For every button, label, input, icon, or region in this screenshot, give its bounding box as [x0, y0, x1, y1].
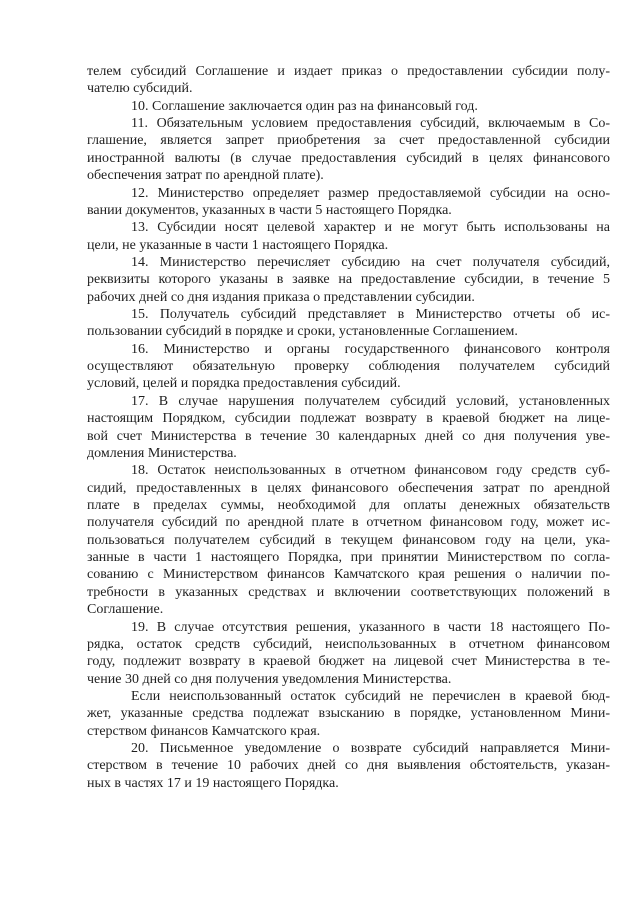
- paragraph-15: [87, 306, 610, 341]
- paragraph-12: [87, 185, 610, 220]
- text-line: 17. В случае нарушения получателем субсидий условий, установленных: [131, 393, 610, 409]
- text-line: 19. В случае отсутствия решения, указанного в части 18 настоящего По-: [131, 619, 610, 635]
- paragraph-19-continued: [87, 688, 610, 740]
- text-line: пользовании субсидий в порядке и сроки, установленные Соглашением.: [87, 324, 518, 340]
- text-line: глашение, является запрет приобретения за счет предоставленной субсидии: [87, 133, 610, 149]
- text-line: 14. Министерство перечисляет субсидию на счет получателя субсидий,: [131, 254, 610, 270]
- text-line: телем субсидий Соглашение и издает приказ о предоставлении субсидии полу-: [87, 64, 610, 79]
- text-line: вании документов, указанных в части 5 настоящего Порядка.: [87, 202, 452, 218]
- paragraph-16: [87, 341, 610, 393]
- text-line: 20. Письменное уведомление о возврате субсидий направляется Мини-: [131, 741, 610, 757]
- paragraph-20: [87, 740, 610, 792]
- document-page: [87, 63, 610, 792]
- text-line: занные в части 1 настоящего Порядка, при принятии Министерством по согла-: [87, 550, 610, 566]
- paragraph-11: [87, 115, 610, 184]
- text-line: году, подлежит возврату в краевой бюджет на лицевой счет Министерства в те-: [87, 654, 610, 670]
- text-line: получателя субсидий по арендной плате в отчетном финансовом году, может ис-: [87, 515, 610, 531]
- text-line: 15. Получатель субсидий представляет в Министерство отчеты об ис-: [131, 307, 610, 323]
- text-line: реквизиты которого указаны в заявке на предоставление субсидии, в течение 5: [87, 272, 610, 288]
- text-line: Если неиспользованный остаток субсидий не перечислен в краевой бюд-: [131, 688, 610, 704]
- paragraph-19: [87, 619, 610, 688]
- paragraph-10: [87, 98, 610, 115]
- text-line: стерством финансов Камчатского края.: [87, 723, 321, 739]
- text-line: 18. Остаток неиспользованных в отчетном финансовом году средств суб-: [131, 463, 610, 479]
- text-line: чение 30 дней со дня получения уведомления Министерства.: [87, 671, 452, 687]
- text-line: 16. Министерство и органы государственного финансового контроля: [131, 341, 610, 357]
- text-line: 12. Министерство определяет размер предоставляемой субсидии на осно-: [131, 185, 610, 201]
- paragraph-13: [87, 219, 610, 254]
- text-line: сованию с Министерством финансов Камчатского края решения о наличии по-: [87, 567, 610, 583]
- text-line: домления Министерства.: [87, 445, 237, 461]
- text-line: рабочих дней со дня издания приказа о представлении субсидии.: [87, 289, 475, 305]
- text-line: цели, не указанные в части 1 настоящего Порядка.: [87, 237, 389, 253]
- text-line: 13. Субсидии носят целевой характер и не могут быть использованы на: [131, 220, 610, 236]
- text-line: обеспечения затрат по арендной плате).: [87, 168, 324, 184]
- text-line: вой счет Министерства в течение 30 календарных дней со дня получения уве-: [87, 428, 610, 444]
- text-line: стерством в течение 10 рабочих дней со дня выявления обстоятельств, указан-: [87, 758, 610, 774]
- text-line: рядка, остаток средств субсидий, неиспользованных в отчетном финансовом: [87, 636, 610, 652]
- paragraph: [87, 63, 610, 98]
- text-line: жет, указанные средства подлежат взысканию в порядке, установленном Мини-: [87, 706, 610, 722]
- text-line: сидий, предоставленных в целях финансового обеспечения затрат по арендной: [87, 480, 610, 496]
- text-line: ных в частях 17 и 19 настоящего Порядка.: [87, 775, 339, 791]
- text-line: 10. Соглашение заключается один раз на финансовый год.: [131, 98, 478, 114]
- text-line: пользоваться получателем субсидий в текущем финансовом году на цели, ука-: [87, 532, 610, 548]
- text-line: иностранной валюты (в случае предоставления субсидий в целях финансового: [87, 150, 610, 166]
- text-line: настоящим Порядком, субсидии подлежат возврату в краевой бюджет на лице-: [87, 411, 610, 427]
- text-line: Соглашение.: [87, 602, 164, 618]
- paragraph-18: [87, 462, 610, 618]
- text-line: осуществляют обязательную проверку соблюдения получателем субсидий: [87, 359, 610, 375]
- text-line: 11. Обязательным условием предоставления субсидий, включаемым в Со-: [131, 116, 610, 132]
- text-line: плате в пределах суммы, необходимой для оплаты денежных обязательств: [87, 497, 610, 513]
- text-line: чателю субсидий.: [87, 81, 193, 97]
- paragraph-17: [87, 393, 610, 462]
- text-line: условий, целей и порядка предоставления субсидий.: [87, 376, 401, 392]
- text-line: требности в указанных средствах и включении соответствующих положений в: [87, 584, 610, 600]
- paragraph-14: [87, 254, 610, 306]
